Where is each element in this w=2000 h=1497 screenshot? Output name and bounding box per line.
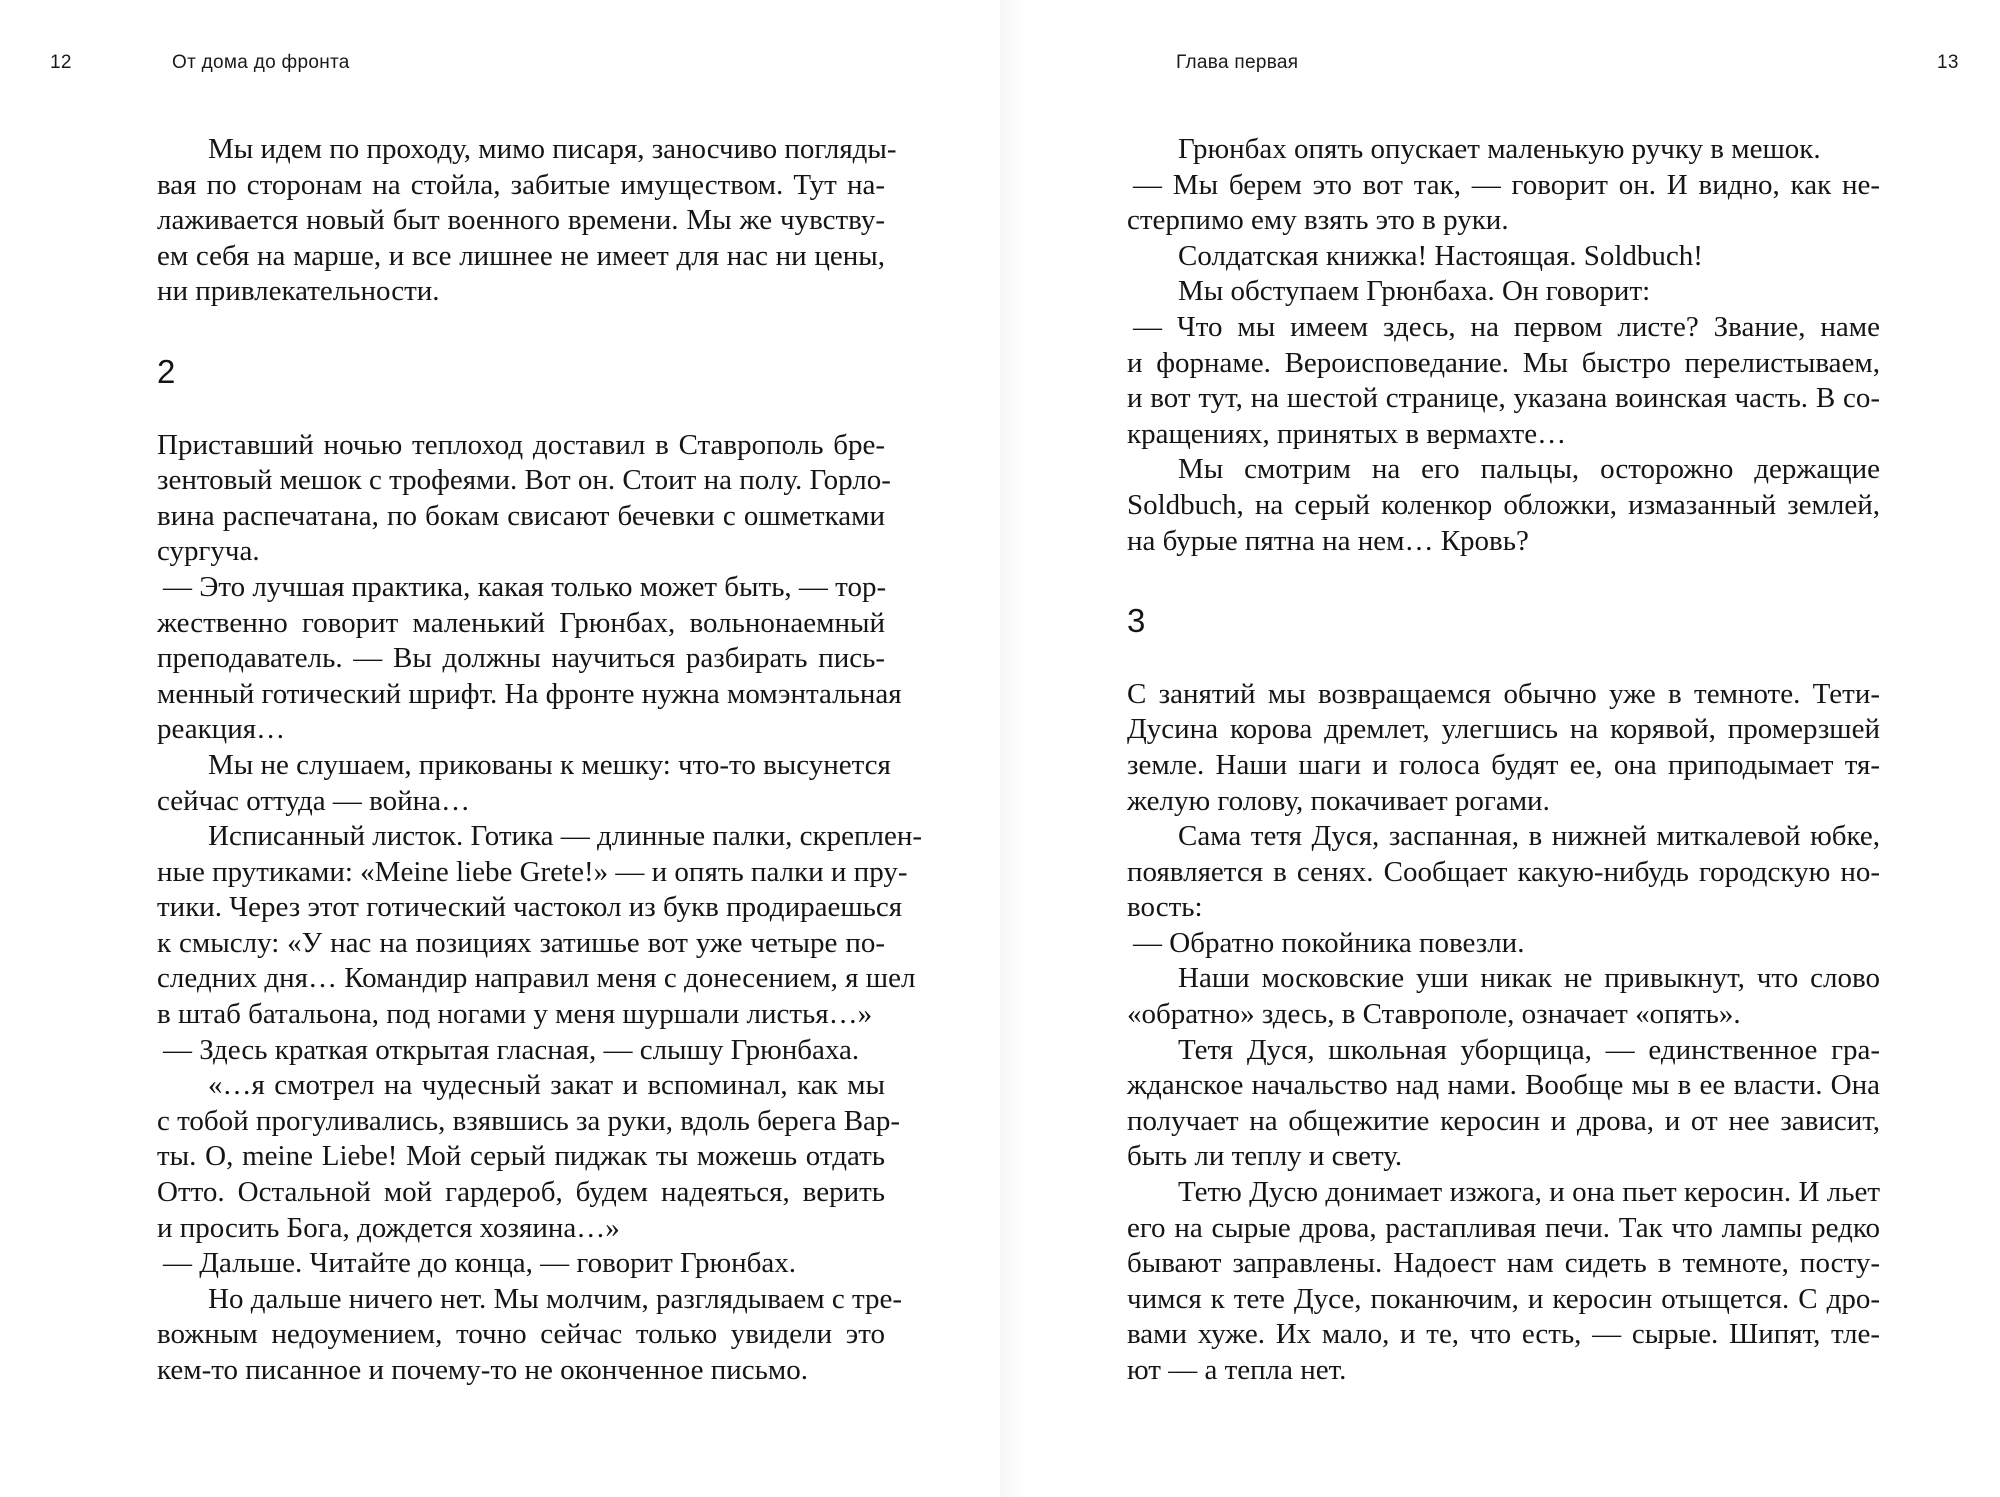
- text-line: зентовый мешок с трофеями. Вот он. Стоит на полу. Горло-: [157, 464, 891, 497]
- page-number-left: 12: [50, 52, 72, 73]
- text-line: кем-то писанное и почему-то не оконченное письмо.: [157, 1354, 808, 1386]
- text-line: Грюнбах опять опускает маленькую ручку в мешок.: [1178, 133, 1821, 165]
- text-line: его на сырые дрова, растапливая печи. Так что лампы редко: [1127, 1211, 1880, 1244]
- text-line: реакция…: [157, 713, 286, 746]
- left-text-block: [157, 132, 923, 1389]
- text-line: стерпимо ему взять это в руки.: [1127, 204, 1509, 237]
- text-line: ют — а тепла нет.: [1127, 1354, 1347, 1386]
- text-line: менный готический шрифт. На фронте нужна момэнтальная: [157, 677, 902, 710]
- running-title-right: Глава первая: [1176, 52, 1299, 73]
- text-line: лаживается новый быт военного времени. Мы же чувству-: [157, 204, 885, 237]
- text-line: Мы смотрим на его пальцы, осторожно держащие: [1178, 453, 1880, 486]
- section-number: 3: [1127, 602, 1146, 640]
- text-line: вина распечатана, по бокам свисают бечевки с ошметками: [157, 499, 885, 532]
- text-line: и просить Бога, дождется хозяина…»: [157, 1211, 620, 1244]
- text-line: — Дальше. Читайте до конца, — говорит Грюнбах.: [163, 1247, 797, 1280]
- text-line: Дусина корова дремлет, улегшись на корявой, промерзшей: [1127, 713, 1880, 746]
- text-line: чимся к тете Дусе, поканючим, и керосин отыщется. С дро-: [1127, 1282, 1880, 1315]
- text-line: земле. Наши шаги и голоса будят ее, она приподымает тя-: [1127, 748, 1880, 781]
- text-line: ные прутиками: «Meine liebe Grete!» — и опять палки и пру-: [157, 855, 908, 888]
- text-line: Мы не слушаем, прикованы к мешку: что-то высунется: [208, 748, 891, 781]
- text-line: Приставший ночью теплоход доставил в Ставрополь бре-: [157, 428, 885, 461]
- text-line: вая по сторонам на стойла, забитые имуществом. Тут на-: [157, 168, 885, 201]
- text-line: получает на общежитие керосин и дрова, и от нее зависит,: [1127, 1104, 1880, 1137]
- text-line: жданское начальство над нами. Вообще мы в ее власти. Она: [1127, 1069, 1880, 1102]
- text-line: ты. О, meine Liebe! Мой серый пиджак ты можешь отдать: [157, 1140, 885, 1173]
- text-line: в штаб батальона, под ногами у меня шуршали листья…»: [157, 998, 873, 1031]
- text-line: ем себя на марше, и все лишнее не имеет для нас ни цены,: [157, 239, 885, 272]
- text-line: — Мы берем это вот так, — говорит он. И видно, как не-: [1133, 168, 1880, 201]
- text-line: С занятий мы возвращаемся обычно уже в темноте. Тети-: [1127, 677, 1880, 710]
- page-number-right: 13: [1937, 52, 1959, 73]
- text-line: жественно говорит маленький Грюнбах, вольнонаемный: [157, 606, 885, 639]
- text-line: Мы идем по проходу, мимо писаря, заносчиво погляды-: [208, 133, 897, 165]
- text-line: сургуча.: [157, 535, 260, 568]
- text-line: кращениях, принятых в вермахте…: [1127, 417, 1567, 450]
- text-line: Мы обступаем Грюнбаха. Он говорит:: [1178, 275, 1651, 308]
- text-line: вами хуже. Их мало, и те, что есть, — сырые. Шипят, тле-: [1127, 1318, 1880, 1351]
- text-line: вость:: [1127, 891, 1203, 924]
- text-line: и вот тут, на шестой странице, указана воинская часть. В со-: [1127, 382, 1880, 415]
- text-line: следних дня… Командир направил меня с донесением, я шел: [157, 962, 916, 995]
- text-line: желую голову, покачивает рогами.: [1127, 784, 1550, 817]
- text-line: — Что мы имеем здесь, на первом листе? Звание, наме: [1133, 310, 1880, 343]
- text-line: Наши московские уши никак не привыкнут, что слово: [1178, 962, 1880, 995]
- text-line: Отто. Остальной мой гардероб, будем надеяться, верить: [157, 1176, 885, 1209]
- text-line: «…я смотрел на чудесный закат и вспоминал, как мы: [208, 1069, 885, 1102]
- text-line: Сама тетя Дуся, заспанная, в нижней миткалевой юбке,: [1178, 820, 1880, 853]
- section-number: 2: [157, 352, 176, 390]
- text-line: преподаватель. — Вы должны научиться разбирать пись-: [157, 642, 885, 675]
- text-line: на бурые пятна на нем… Кровь?: [1127, 524, 1529, 557]
- text-line: с тобой прогуливались, взявшись за руки, вдоль берега Вар-: [157, 1104, 901, 1137]
- text-line: Но дальше ничего нет. Мы молчим, разглядываем с тре-: [208, 1282, 903, 1315]
- text-line: сейчас оттуда — война…: [157, 784, 470, 817]
- text-line: Тетя Дуся, школьная уборщица, — единственное гра-: [1178, 1033, 1880, 1066]
- text-line: быть ли теплу и свету.: [1127, 1140, 1403, 1173]
- text-line: — Обратно покойника повезли.: [1133, 926, 1525, 959]
- text-line: Тетю Дусю донимает изжога, и она пьет керосин. И льет: [1178, 1176, 1880, 1209]
- text-line: бывают заправлены. Надоест нам сидеть в темноте, посту-: [1127, 1247, 1880, 1280]
- text-line: — Это лучшая практика, какая только может быть, — тор-: [163, 570, 887, 603]
- running-title-left: От дома до фронта: [172, 52, 350, 73]
- text-line: появляется в сенях. Сообщает какую-нибудь городскую но-: [1127, 855, 1880, 888]
- text-line: Солдатская книжка! Настоящая. Soldbuch!: [1178, 239, 1703, 272]
- text-line: к смыслу: «У нас на позициях затишье вот уже четыре по-: [157, 926, 885, 959]
- text-line: ни привлекательности.: [157, 275, 440, 308]
- right-page: [1000, 0, 2000, 1497]
- text-line: «обратно» здесь, в Ставрополе, означает «опять».: [1127, 998, 1741, 1031]
- text-line: Исписанный листок. Готика — длинные палки, скреплен-: [208, 820, 923, 853]
- text-line: — Здесь краткая открытая гласная, — слышу Грюнбаха.: [163, 1033, 860, 1066]
- text-line: вожным недоумением, точно сейчас только увидели это: [157, 1318, 885, 1351]
- text-line: Soldbuch, на серый коленкор обложки, измазанный землей,: [1127, 488, 1880, 521]
- text-line: и форнаме. Вероисповедание. Мы быстро перелистываем,: [1127, 346, 1880, 379]
- text-line: тики. Через этот готический частокол из букв продираешься: [157, 891, 903, 924]
- right-text-block: [1127, 132, 1880, 1389]
